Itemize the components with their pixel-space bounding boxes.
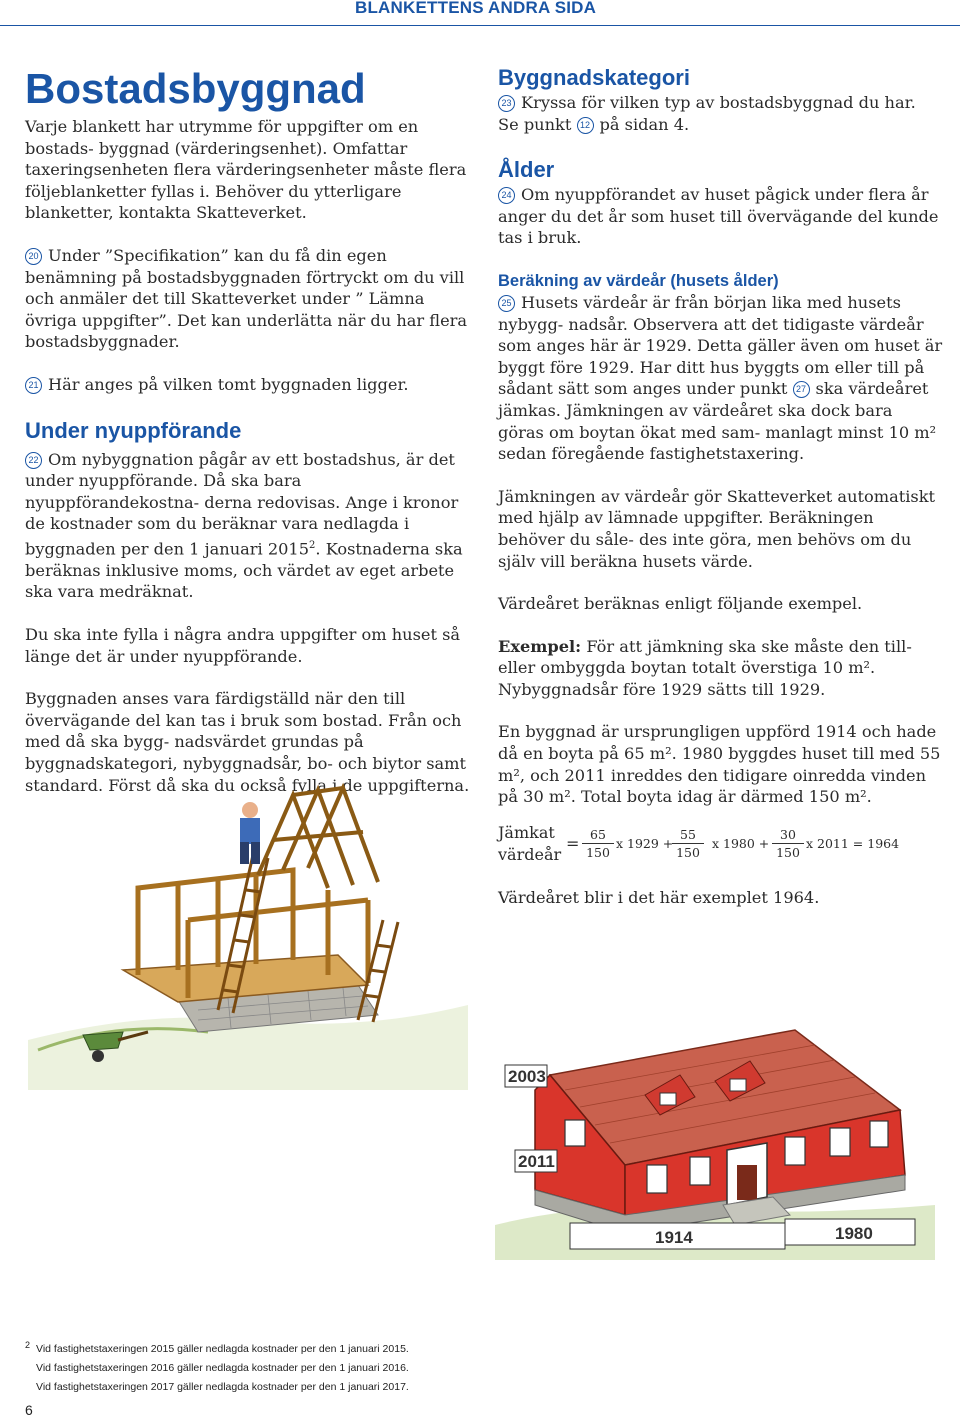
circled-number: 25 bbox=[498, 295, 515, 312]
item-23-paragraph: 23 Kryssa för vilken typ av bostadsbyggnad du har. bbox=[498, 92, 943, 114]
circled-number: 24 bbox=[498, 187, 515, 204]
intro-paragraph: Varje blankett har utrymme för uppgifter om en bostads- byggnad (värderingsenhet). Omfattar taxeringsenheten flera värderingsenheter måste flera följeblanketter fyllas i. Behöver du ytterligare blanketter, kontakta Skatteverket. bbox=[25, 117, 467, 223]
item-22-paragraph: 22 Om nybyggnation pågår av ett bostadshus, är det under nyuppförande. Då ska bara nyuppförandekostna- derna redovisas. Ange i kronor de kostnader som du beräknar vara nedlagda i byggnaden per den 1 januari 2015$^2$. Kostnaderna ska beräknas inklusive moms, och värdet av eget arbete ska vara medräknat. bbox=[25, 449, 463, 602]
example-paragraph: Exempel: För att jämkning ska ske måste den till- eller ombyggda boytan totalt överstiga 10 m². Nybyggnadsår före 1929 sätts till 1929. bbox=[498, 636, 912, 699]
year-label-2003: 2003 bbox=[508, 1067, 546, 1086]
calculation-intro: Värdeåret beräknas enligt följande exempel. bbox=[498, 594, 863, 614]
section-heading-vardear: Beräkning av värdeår (husets ålder) bbox=[498, 271, 779, 290]
section-heading-byggnadskategori: Byggnadskategori bbox=[498, 65, 690, 90]
year-label-1914: 1914 bbox=[655, 1228, 693, 1247]
item-21-paragraph: 21 Här anges på vilken tomt byggnaden ligger. bbox=[25, 374, 475, 396]
year-label-1980: 1980 bbox=[835, 1224, 873, 1243]
footnote-line: Vid fastighetstaxeringen 2017 gäller nedlagda kostnader per den 1 januari 2017. bbox=[36, 1381, 409, 1393]
item-20-paragraph: 20 Under ”Specifikation” kan du få din egen benämning på bostadsbyggnaden förtryckt om du vill och anmäler det till Skatteverket under ” Lämna övriga uppgifter”. Det kan underlätta när du har flera bostadsbyggnader. bbox=[25, 245, 468, 352]
fraction-1: $\frac{65}{150}$ bbox=[582, 826, 614, 862]
footnote-line: Vid fastighetstaxeringen 2016 gäller nedlagda kostnader per den 1 januari 2016. bbox=[36, 1362, 409, 1374]
not-fill-paragraph: Du ska inte fylla i några andra uppgifter om huset så länge det är under nyuppförande. bbox=[25, 625, 461, 666]
formula-term-2: x 1980 + bbox=[712, 836, 770, 851]
circled-number: 12 bbox=[577, 117, 594, 134]
footnote-marker: 2 bbox=[25, 1340, 31, 1350]
right-column bbox=[498, 64, 943, 808]
footnote bbox=[25, 1340, 625, 1397]
item-24-paragraph: 24 Om nyuppförandet av huset pågick under flera år anger du det år som huset till övervägande del kunde tas i bruk. bbox=[498, 185, 939, 248]
fraction-2: $\frac{55}{150}$ bbox=[672, 826, 704, 862]
formula-term-3: x 2011 = 1964 bbox=[806, 836, 900, 851]
section-heading-under-nyuppforande: Under nyuppförande bbox=[25, 417, 242, 443]
vardear-formula bbox=[498, 822, 938, 870]
section-heading-alder: Ålder bbox=[498, 157, 555, 183]
construction-illustration bbox=[28, 770, 468, 1090]
house-illustration bbox=[495, 1015, 935, 1260]
item-23-reference: Se punkt 12 på sidan 4. bbox=[498, 114, 690, 134]
formula-equals: = bbox=[566, 834, 580, 853]
item-25-paragraph: 25 Husets värdeår är från början lika med husets nybygg- nadsår. Observera att det tidigaste värdeår som anges här är 1929. Detta gäller även om huset är byggt före 1929. Har ditt hus byggts om eller till på sådant sätt som anges under punkt 27 ska värdeåret jämkas. Jämkningen av värdeåret ska dock bara göras om boytan ökat med sam- manlagt minst 10 m² sedan föregående fastighetstaxering. bbox=[498, 292, 943, 464]
footnote-line: Vid fastighetstaxeringen 2015 gäller nedlagda kostnader per den 1 januari 2015. bbox=[36, 1343, 409, 1355]
circled-number: 20 bbox=[25, 248, 42, 265]
conclusion-paragraph: Värdeåret blir i det här exemplet 1964. bbox=[498, 888, 820, 907]
formula-label: Jämkat värdeår bbox=[498, 823, 562, 864]
house-drawing bbox=[495, 1015, 935, 1260]
circled-number: 21 bbox=[25, 377, 42, 394]
header-label: BLANKETTENS ANDRA SIDA bbox=[355, 0, 597, 17]
circled-number: 22 bbox=[25, 452, 42, 469]
formula-term-1: x 1929 + bbox=[616, 836, 674, 851]
page-number: 6 bbox=[25, 1402, 33, 1418]
example-calculation-paragraph: En byggnad är ursprungligen uppförd 1914 och hade då en boyta på 65 m². 1980 byggdes huset till med 55 m², och 2011 inreddes den tidigare oinredda vinden på 30 m². Total boyta idag är därmed 150 m². bbox=[498, 722, 941, 807]
construction-drawing bbox=[28, 770, 468, 1090]
page-title: Bostadsbyggnad bbox=[25, 65, 366, 112]
page-header bbox=[0, 0, 960, 26]
circled-number: 23 bbox=[498, 95, 515, 112]
automatic-paragraph: Jämkningen av värdeår gör Skatteverket automatiskt med hjälp av lämnade uppgifter. Beräkningen behöver du såle- des inte göra, men behövs om du själv vill beräkna husets värde. bbox=[498, 486, 936, 571]
header-rule bbox=[0, 25, 960, 26]
left-column bbox=[25, 64, 475, 796]
circled-number: 27 bbox=[793, 381, 810, 398]
completed-paragraph: Byggnaden anses vara färdigställd när den till övervägande del kan tas i bruk som bostad. Från och med då ska bygg- nadsvärdet grundas på byggnadskategori, nybyggnadsår, bo- och biytor samt standard. Först då ska du också fylla i de uppgifterna. bbox=[25, 689, 470, 795]
year-label-2011: 2011 bbox=[518, 1152, 555, 1171]
fraction-3: $\frac{30}{150}$ bbox=[772, 826, 804, 862]
